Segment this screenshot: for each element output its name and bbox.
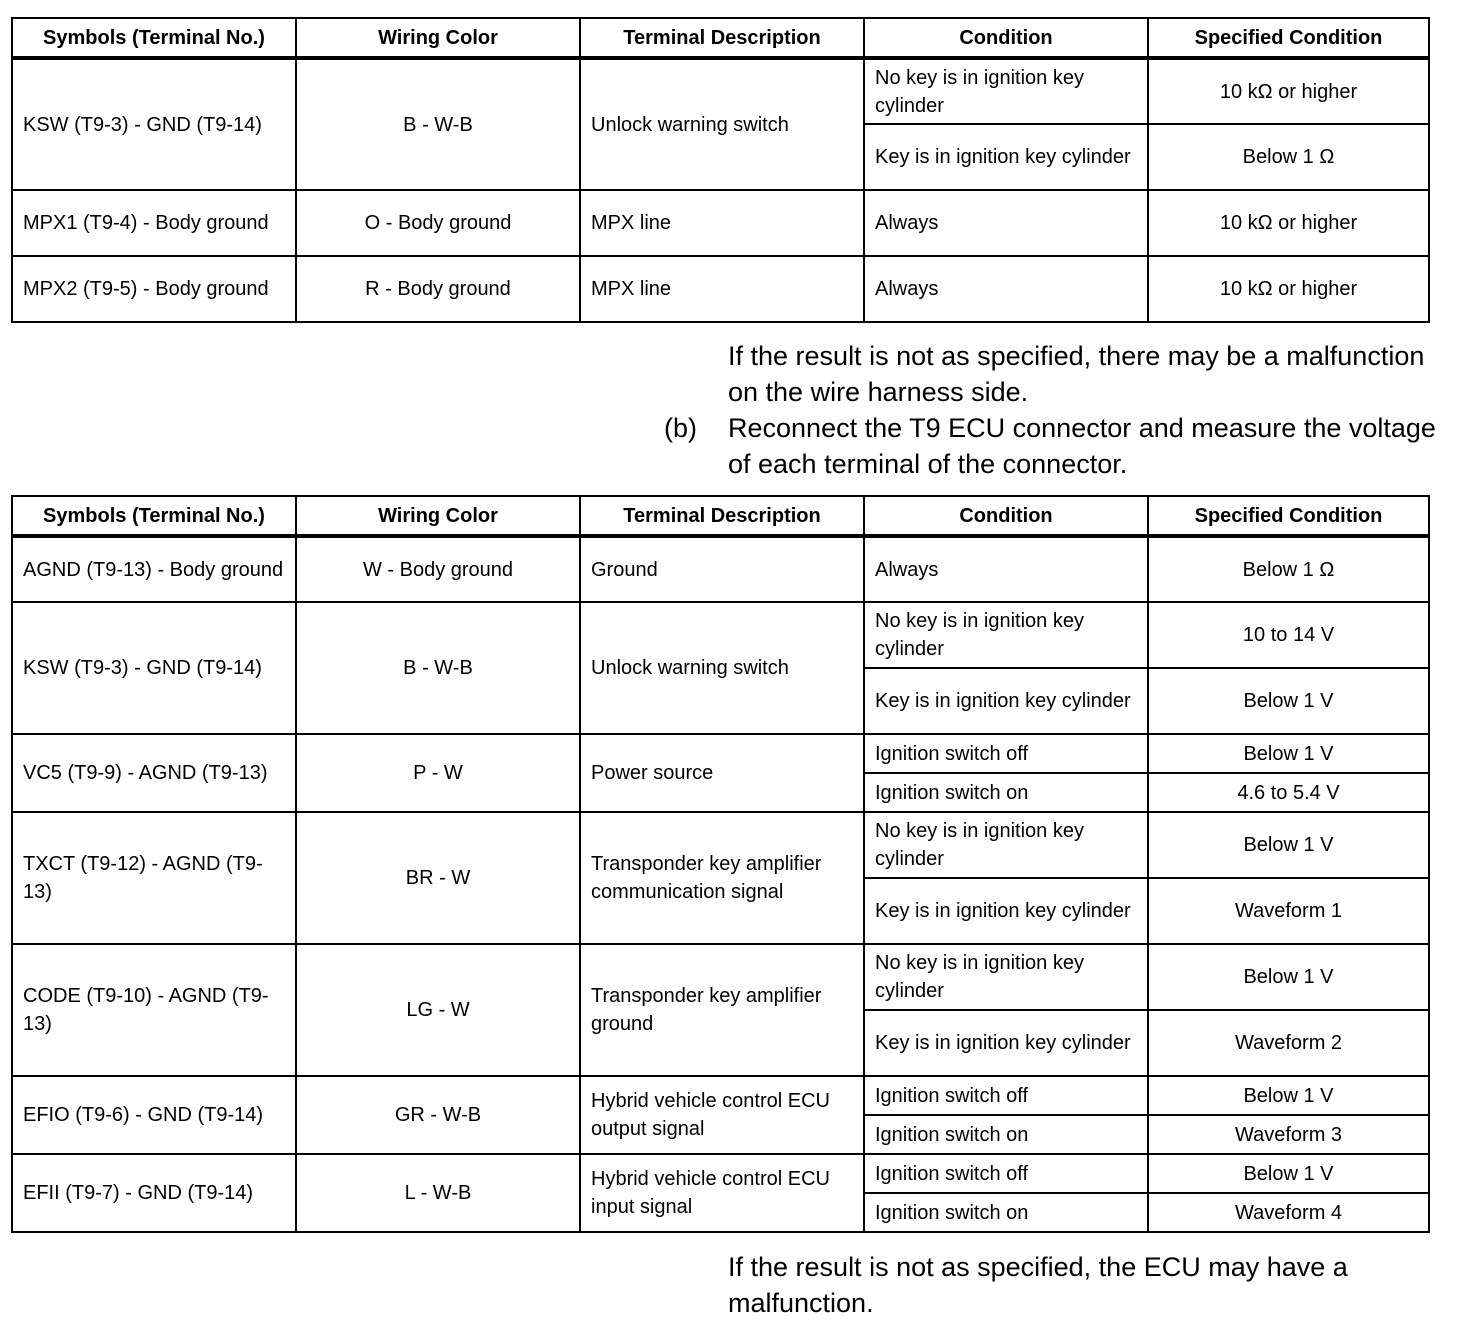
header-specified-condition: Specified Condition — [1148, 18, 1429, 58]
spec-cell: 10 kΩ or higher — [1148, 190, 1429, 256]
spec-cell: Below 1 V — [1148, 668, 1429, 734]
symbol-cell: TXCT (T9-12) - AGND (T9-13) — [12, 812, 296, 944]
note-ecu-malfunction: If the result is not as specified, the ECU may have a malfunction. — [728, 1252, 1348, 1318]
spec-cell: Below 1 Ω — [1148, 536, 1429, 602]
condition-cell: Ignition switch off — [864, 734, 1148, 773]
wiring-cell: O - Body ground — [296, 190, 580, 256]
resistance-spec-table — [11, 17, 1430, 323]
description-cell: Hybrid vehicle control ECU output signal — [580, 1076, 864, 1154]
spec-cell: 10 to 14 V — [1148, 602, 1429, 668]
table-row — [12, 536, 1429, 602]
step-marker: (b) — [664, 413, 697, 443]
table-header-row — [12, 18, 1429, 58]
table-row — [12, 256, 1429, 322]
note-wire-harness: If the result is not as specified, there may be a malfunction on the wire harness side. — [728, 341, 1425, 407]
wiring-cell: BR - W — [296, 812, 580, 944]
symbol-cell: AGND (T9-13) - Body ground — [12, 536, 296, 602]
condition-cell: Ignition switch off — [864, 1076, 1148, 1115]
table-row — [12, 812, 1429, 878]
symbol-cell: EFIO (T9-6) - GND (T9-14) — [12, 1076, 296, 1154]
voltage-spec-table — [11, 495, 1430, 1233]
condition-cell: Always — [864, 256, 1148, 322]
table-row — [12, 190, 1429, 256]
table-row — [12, 734, 1429, 773]
description-cell: Unlock warning switch — [580, 602, 864, 734]
header-condition: Condition — [864, 18, 1148, 58]
condition-cell: Key is in ignition key cylinder — [864, 668, 1148, 734]
spec-cell: Below 1 V — [1148, 812, 1429, 878]
header-condition: Condition — [864, 496, 1148, 536]
header-specified-condition: Specified Condition — [1148, 496, 1429, 536]
description-cell: MPX line — [580, 256, 864, 322]
spec-cell: Waveform 2 — [1148, 1010, 1429, 1076]
header-terminal-description: Terminal Description — [580, 496, 864, 536]
spec-cell: 4.6 to 5.4 V — [1148, 773, 1429, 812]
table-row — [12, 602, 1429, 668]
wiring-cell: LG - W — [296, 944, 580, 1076]
wiring-cell: R - Body ground — [296, 256, 580, 322]
condition-cell: Key is in ignition key cylinder — [864, 878, 1148, 944]
spec-cell: Waveform 1 — [1148, 878, 1429, 944]
description-cell: Transponder key amplifier ground — [580, 944, 864, 1076]
symbol-cell: MPX2 (T9-5) - Body ground — [12, 256, 296, 322]
symbol-cell: KSW (T9-3) - GND (T9-14) — [12, 602, 296, 734]
spec-cell: Below 1 Ω — [1148, 124, 1429, 190]
condition-cell: Key is in ignition key cylinder — [864, 1010, 1148, 1076]
header-wiring-color: Wiring Color — [296, 496, 580, 536]
header-symbols: Symbols (Terminal No.) — [12, 496, 296, 536]
table-row — [12, 1154, 1429, 1193]
condition-cell: Ignition switch on — [864, 1193, 1148, 1232]
header-symbols: Symbols (Terminal No.) — [12, 18, 296, 58]
condition-cell: No key is in ignition key cylinder — [864, 944, 1148, 1010]
spec-cell: Below 1 V — [1148, 1154, 1429, 1193]
condition-cell: Ignition switch on — [864, 773, 1148, 812]
wiring-cell: B - W-B — [296, 58, 580, 190]
table-header-row — [12, 496, 1429, 536]
condition-cell: Key is in ignition key cylinder — [864, 124, 1148, 190]
wiring-cell: W - Body ground — [296, 536, 580, 602]
header-wiring-color: Wiring Color — [296, 18, 580, 58]
condition-cell: Ignition switch on — [864, 1115, 1148, 1154]
description-cell: Hybrid vehicle control ECU input signal — [580, 1154, 864, 1232]
spec-cell: Waveform 4 — [1148, 1193, 1429, 1232]
description-cell: Unlock warning switch — [580, 58, 864, 190]
condition-cell: No key is in ignition key cylinder — [864, 602, 1148, 668]
spec-cell: 10 kΩ or higher — [1148, 58, 1429, 124]
symbol-cell: CODE (T9-10) - AGND (T9-13) — [12, 944, 296, 1076]
symbol-cell: EFII (T9-7) - GND (T9-14) — [12, 1154, 296, 1232]
wiring-cell: L - W-B — [296, 1154, 580, 1232]
condition-cell: Ignition switch off — [864, 1154, 1148, 1193]
condition-cell: No key is in ignition key cylinder — [864, 58, 1148, 124]
spec-cell: Below 1 V — [1148, 734, 1429, 773]
condition-cell: No key is in ignition key cylinder — [864, 812, 1148, 878]
spec-cell: Waveform 3 — [1148, 1115, 1429, 1154]
condition-cell: Always — [864, 190, 1148, 256]
description-cell: Ground — [580, 536, 864, 602]
spec-cell: 10 kΩ or higher — [1148, 256, 1429, 322]
symbol-cell: MPX1 (T9-4) - Body ground — [12, 190, 296, 256]
condition-cell: Always — [864, 536, 1148, 602]
table-row — [12, 1076, 1429, 1115]
table-row — [12, 58, 1429, 124]
description-cell: Power source — [580, 734, 864, 812]
description-cell: MPX line — [580, 190, 864, 256]
wiring-cell: B - W-B — [296, 602, 580, 734]
wiring-cell: GR - W-B — [296, 1076, 580, 1154]
header-terminal-description: Terminal Description — [580, 18, 864, 58]
symbol-cell: VC5 (T9-9) - AGND (T9-13) — [12, 734, 296, 812]
spec-cell: Below 1 V — [1148, 1076, 1429, 1115]
step-b-instruction: Reconnect the T9 ECU connector and measure the voltage of each terminal of the connector. — [728, 413, 1436, 479]
symbol-cell: KSW (T9-3) - GND (T9-14) — [12, 58, 296, 190]
wiring-cell: P - W — [296, 734, 580, 812]
spec-cell: Below 1 V — [1148, 944, 1429, 1010]
table-row — [12, 944, 1429, 1010]
description-cell: Transponder key amplifier communication signal — [580, 812, 864, 944]
